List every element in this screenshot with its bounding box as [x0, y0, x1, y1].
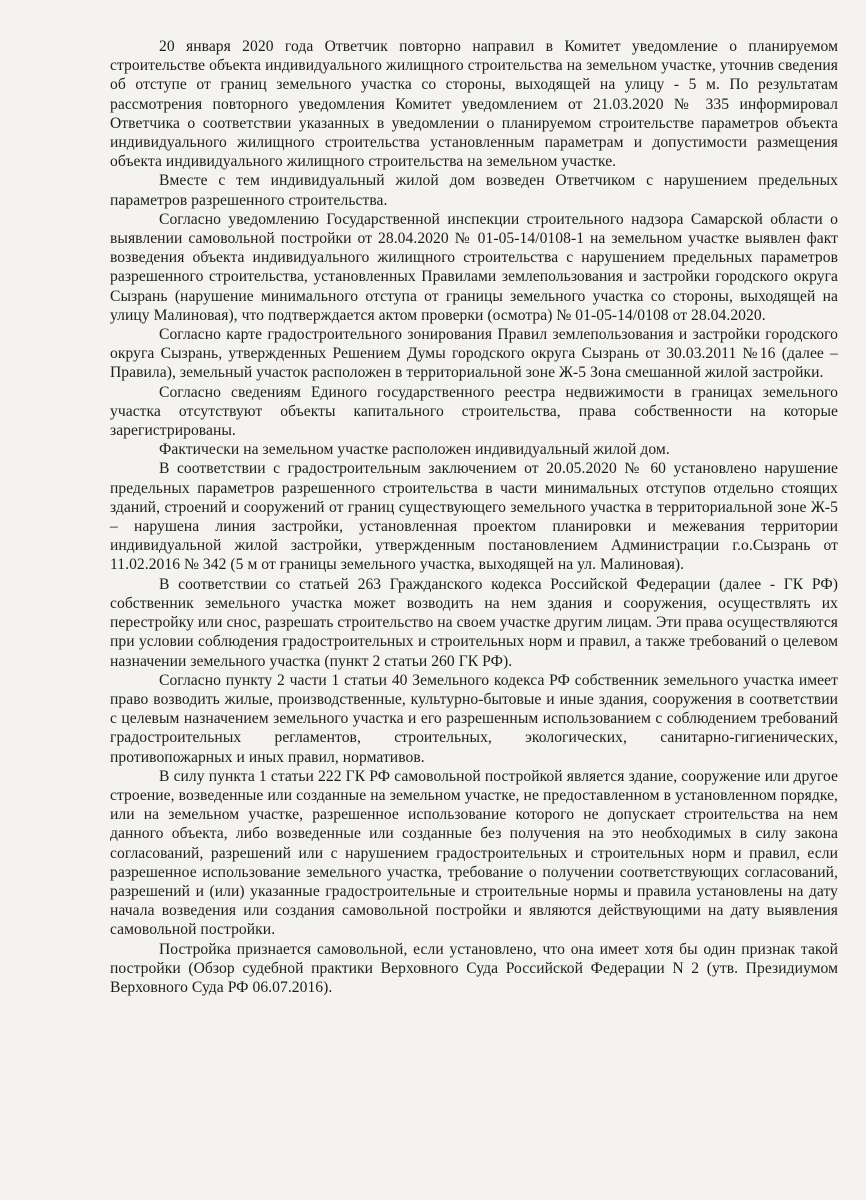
paragraph-civil-code-222: В силу пункта 1 статьи 222 ГК РФ самовольной постройкой является здание, сооружение или другое строение, возведенные или созданные на земельном участке, не предоставленном в установленном порядке, или на земельном участке, разрешенное использование которого не допускает строительства на нем данного объекта, либо возведенные или созданные без получения на это необходимых в силу закона согласований, разрешений или с нарушением градостроительных и строительных норм и правил, если разрешенное использование земельного участка, требование о получении соответствующих согласований, разрешений и (или) указанные градостроительные и строительные нормы и правила установлены на дату начала возведения или создания самовольной постройки и являются действующими на дату выявления самовольной постройки.	[110, 767, 838, 939]
paragraph-urban-planning-conclusion: В соответствии с градостроительным заключением от 20.05.2020 № 60 установлено нарушение предельных параметров разрешенного строительства в части минимальных отступов отдельно стоящих зданий, строений и сооружений от границ существующего земельного участка в территориальной зоне Ж-5 – нарушена линия застройки, установленная проектом планировки и межевания территории индивидуальной жилой застройки, утвержденным постановлением Администрации г.о.Сызрань от 11.02.2016 № 342 (5 м от границы земельного участка, выходящей на ул. Малиновая).	[110, 460, 838, 574]
paragraph-repeat-notice: 20 января 2020 года Ответчик повторно направил в Комитет уведомление о планируемом строительстве объекта индивидуального жилищного строительства на земельном участке, уточнив сведения об отступе от границ земельного участка со стороны, выходящей на улицу - 5 м. По результатам рассмотрения повторного уведомления Комитет уведомлением от 21.03.2020 № 335 информировал Ответчика о соответствии указанных в уведомлении о планируемом строительстве параметров объекта индивидуального жилищного строительства установленным параметрам и допустимости размещения объекта индивидуального жилищного строительства на земельном участке.	[110, 38, 838, 171]
paragraph-violation-summary: Вместе с тем индивидуальный жилой дом возведен Ответчиком с нарушением предельных параметров разрешенного строительства.	[110, 172, 838, 209]
paragraph-supreme-court-review: Постройка признается самовольной, если установлено, что она имеет хотя бы один признак такой постройки (Обзор судебной практики Верховного Суда Российской Федерации N 2 (утв. Президиумом Верховного Суда РФ 06.07.2016).	[110, 940, 838, 996]
paragraph-registry-info: Согласно сведениям Единого государственного реестра недвижимости в границах земельного участка отсутствуют объекты капитального строительства, права собственности на которые зарегистрированы.	[110, 383, 838, 440]
paragraph-land-code-40: Согласно пункту 2 части 1 статьи 40 Земельного кодекса РФ собственник земельного участка имеет право возводить жилые, производственные, культурно-бытовые и иные здания, сооружения в соответствии с целевым назначением земельного участка и его разрешенным использованием с соблюдением требований градостроительных регламентов, строительных, экологических, санитарно-гигиенических, противопожарных и иных правил, нормативов.	[110, 671, 838, 766]
paragraph-inspection-notice: Согласно уведомлению Государственной инспекции строительного надзора Самарской области о выявлении самовольной постройки от 28.04.2020 № 01-05-14/0108-1 на земельном участке выявлен факт возведения объекта индивидуального жилищного строительства с нарушением предельных параметров разрешенного строительства, установленных Правилами землепользования и застройки городского округа Сызрань (нарушение минимального отступа от границы земельного участка со стороны, выходящей на улицу Малиновая), что подтверждается актом проверки (осмотра) № 01-05-14/0108 от 28.04.2020.	[110, 210, 838, 324]
document-body	[110, 37, 838, 997]
paragraph-zoning-map: Согласно карте градостроительного зонирования Правил землепользования и застройки городского округа Сызрань, утвержденных Решением Думы городского округа Сызрань от 30.03.2011 №16 (далее – Правила), земельный участок расположен в территориальной зоне Ж-5 Зона смешанной жилой застройки.	[110, 326, 838, 382]
paragraph-actual-house: Фактически на земельном участке расположен индивидуальный жилой дом.	[159, 441, 670, 459]
paragraph-civil-code-263: В соответствии со статьей 263 Гражданского кодекса Российской Федерации (далее - ГК РФ) собственник земельного участка может возводить на нем здания и сооружения, осуществлять их перестройку или снос, разрешать строительство на своем участке другим лицам. Эти права осуществляются при условии соблюдения градостроительных и строительных норм и правил, а также требований о целевом назначении земельного участка (пункт 2 статьи 260 ГК РФ).	[110, 575, 839, 670]
